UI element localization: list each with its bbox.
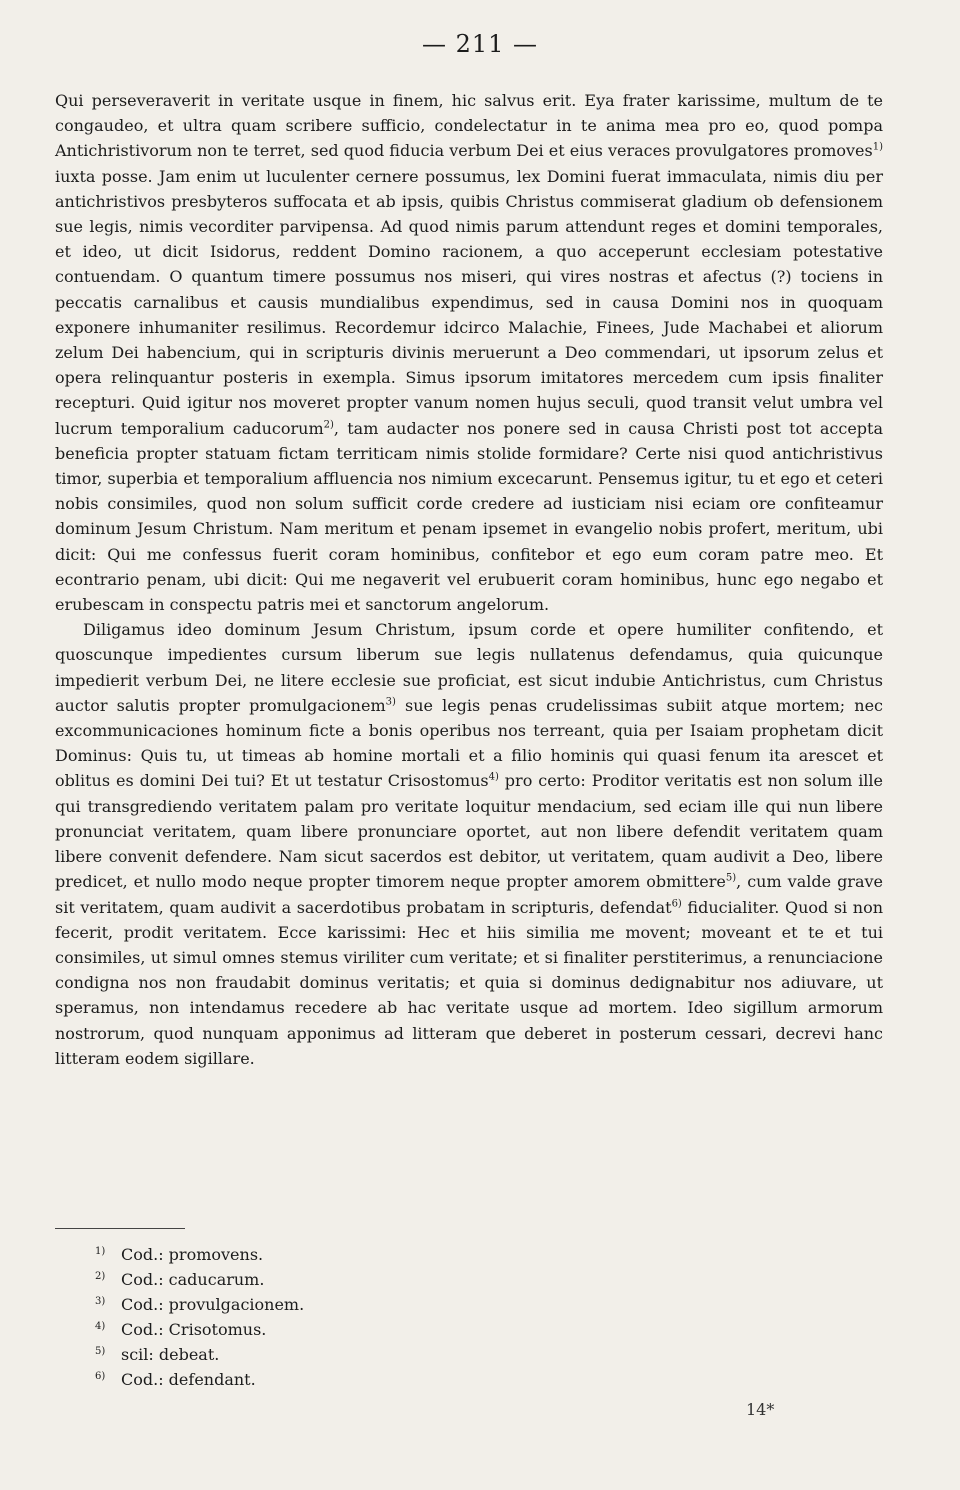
- footnote-2: $^{2)}$ Cod.: caducarum.: [95, 1270, 265, 1289]
- footnotes: [95, 1242, 304, 1392]
- text-run: iuxta posse. Jam enim ut luculenter cernere possumus, lex Domini fuerat immaculata, nimis diu per antichristivos presbyteros suffocata et ab ipsis, quibis Christus commiserat gladium ob defensionem sue legis, nimis vecorditer parvipensa. Ad quod nimis parum attendunt reges et domini temporales, et ideo, ut dicit Isidorus, reddent Domino racionem, a quo acceperunt ecclesiam potestative contuendam. O quantum timere possumus nos miseri, qui vires nostras et afectus (?) tociens in peccatis carnalibus et causis mundialibus expendimus, sed in causa Domini nos in quoquam exponere inhumaniter resilimus. Recordemur idcirco Malachie, Finees, Jude Machabei et aliorum zelum Dei habencium, qui in scripturis divinis meruerunt a Deo commendari, ut ipsorum zelus et opera relinquantur posteris in exempla. Simus ipsorum imitatores mercedem cum ipsis finaliter recepturi. Quid igitur nos moveret propter vanum nomen hujus seculi, quod transit velut umbra vel lucrum temporalium caducorum: [55, 166, 883, 438]
- paragraph-1: [55, 88, 883, 617]
- footnote-reference: 4): [488, 772, 499, 784]
- page-number: — 211 —: [421, 30, 539, 58]
- footnote-1: $^{1)}$ Cod.: promovens.: [95, 1245, 264, 1264]
- footnote-6: $^{6)}$ Cod.: defendant.: [95, 1370, 256, 1389]
- body-text: [55, 88, 883, 1071]
- text-run: fiducialiter. Quod si non fecerit, prodit veritatem. Ecce karissimi: Hec et hiis similia me movent; moveant et te et tui consimiles, ut simul omnes stemus viriliter cum veritate; et si finaliter perstiterimus, a renunciacione condigna nos non fraudabit dominus veritatis; et quia si dominus dedignabitur nos adiuvare, ut speramus, non intendamus recedere ab hac veritate usque ad mortem. Ideo sigillum armorum nostrorum, quod nunquam apponimus ad litteram que deberet in posterum cessari, decrevi hanc litteram eodem sigillare.: [55, 897, 884, 1068]
- footnote-reference: 5): [725, 872, 737, 884]
- footnote-reference: 3): [385, 696, 396, 708]
- footnote-text: Cod.: provulgacionem.: [121, 1295, 305, 1314]
- text-run: , cum valde grave sit veritatem, quam audivit a sacerdotibus probatam in scripturis, defendat: [55, 872, 884, 917]
- footnote-text: Cod.: defendant.: [121, 1370, 256, 1389]
- paragraph-2: [55, 617, 883, 1071]
- footnote-text: Cod.: Crisotomus.: [121, 1320, 267, 1339]
- text-run: sue legis penas crudelissimas subiit atque mortem; nec excommunicaciones hominum ficte a bonis operibus nos terreant, quia per Isaiam prophetam dicit Dominus: Quis tu, ut timeas ab homine mortali et a filio hominis qui quasi fenum ita arescet et oblitus es domini Dei tui? Et ut testatur Crisostomus: [55, 695, 883, 791]
- footnote-text: Cod.: promovens.: [121, 1245, 264, 1264]
- footnote-rule: [55, 1228, 185, 1229]
- footnote-reference: 2): [323, 419, 334, 431]
- footnote-text: Cod.: caducarum.: [121, 1270, 265, 1289]
- footnote-3: $^{3)}$ Cod.: provulgacionem.: [95, 1295, 305, 1314]
- footnote-reference: 1): [872, 142, 883, 154]
- footnote-reference: 6): [671, 898, 682, 910]
- footnote-4: $^{4)}$ Cod.: Crisotomus.: [95, 1320, 267, 1339]
- text-run: Diligamus ideo dominum Jesum Christum, ipsum corde et opere humiliter confitendo, et quoscunque impedientes cursum liberum sue legis nullatenus defendamus, quia quicunque impedierit verbum Dei, ne litere ecclesie sue proficiat, est sicut indubie Antichristus, cum Christus auctor salutis propter promulgacionem: [55, 620, 883, 715]
- signature-mark: 14*: [746, 1400, 775, 1419]
- text-run: , tam audacter nos ponere sed in causa Christi post tot accepta beneficia propter statuam fictam territicam nimis stolide formidare? Certe nisi quod antichristivus timor, superbia et temporalium affluencia nos nimium excecarunt. Pensemus igitur, tu et ego et ceteri nobis consimiles, quod non solum sufficit corde credere ad iusticiam nisi eciam ore confiteamur dominum Jesum Christum. Nam meritum et penam ipsemet in evangelio nobis profert, meritum, ubi dicit: Qui me confessus fuerit coram hominibus, confitebor et ego eum coram patre meo. Et econtrario penam, ubi dicit: Qui me negaverit vel erubuerit coram hominibus, hunc ego negabo et erubescam in conspectu patris mei et sanctorum angelorum.: [55, 418, 883, 615]
- footnote-text: scil: debeat.: [121, 1345, 220, 1364]
- footnote-5: $^{5)}$ scil: debeat.: [95, 1345, 220, 1364]
- text-run: Qui perseveraverit in veritate usque in finem, hic salvus erit. Eya frater karissime, multum de te congaudeo, et ultra quam scribere sufficio, condelectatur in te anima mea pro eo, quod pompa Antichristivorum non te terret, sed quod fiducia verbum Dei et eius veraces provulgatores promoves: [55, 91, 883, 161]
- text-run: pro certo: Proditor veritatis est non solum ille qui transgrediendo veritatem palam pro veritate loquitur mendacium, sed eciam ille qui nun libere pronunciat veritatem, quam libere pronunciare oportet, aut non libere defendit veritatem quam libere convenit defendere. Nam sicut sacerdos est debitor, ut veritatem, quam audivit a Deo, libere predicet, et nullo modo neque propter timorem neque propter amorem obmittere: [55, 771, 884, 892]
